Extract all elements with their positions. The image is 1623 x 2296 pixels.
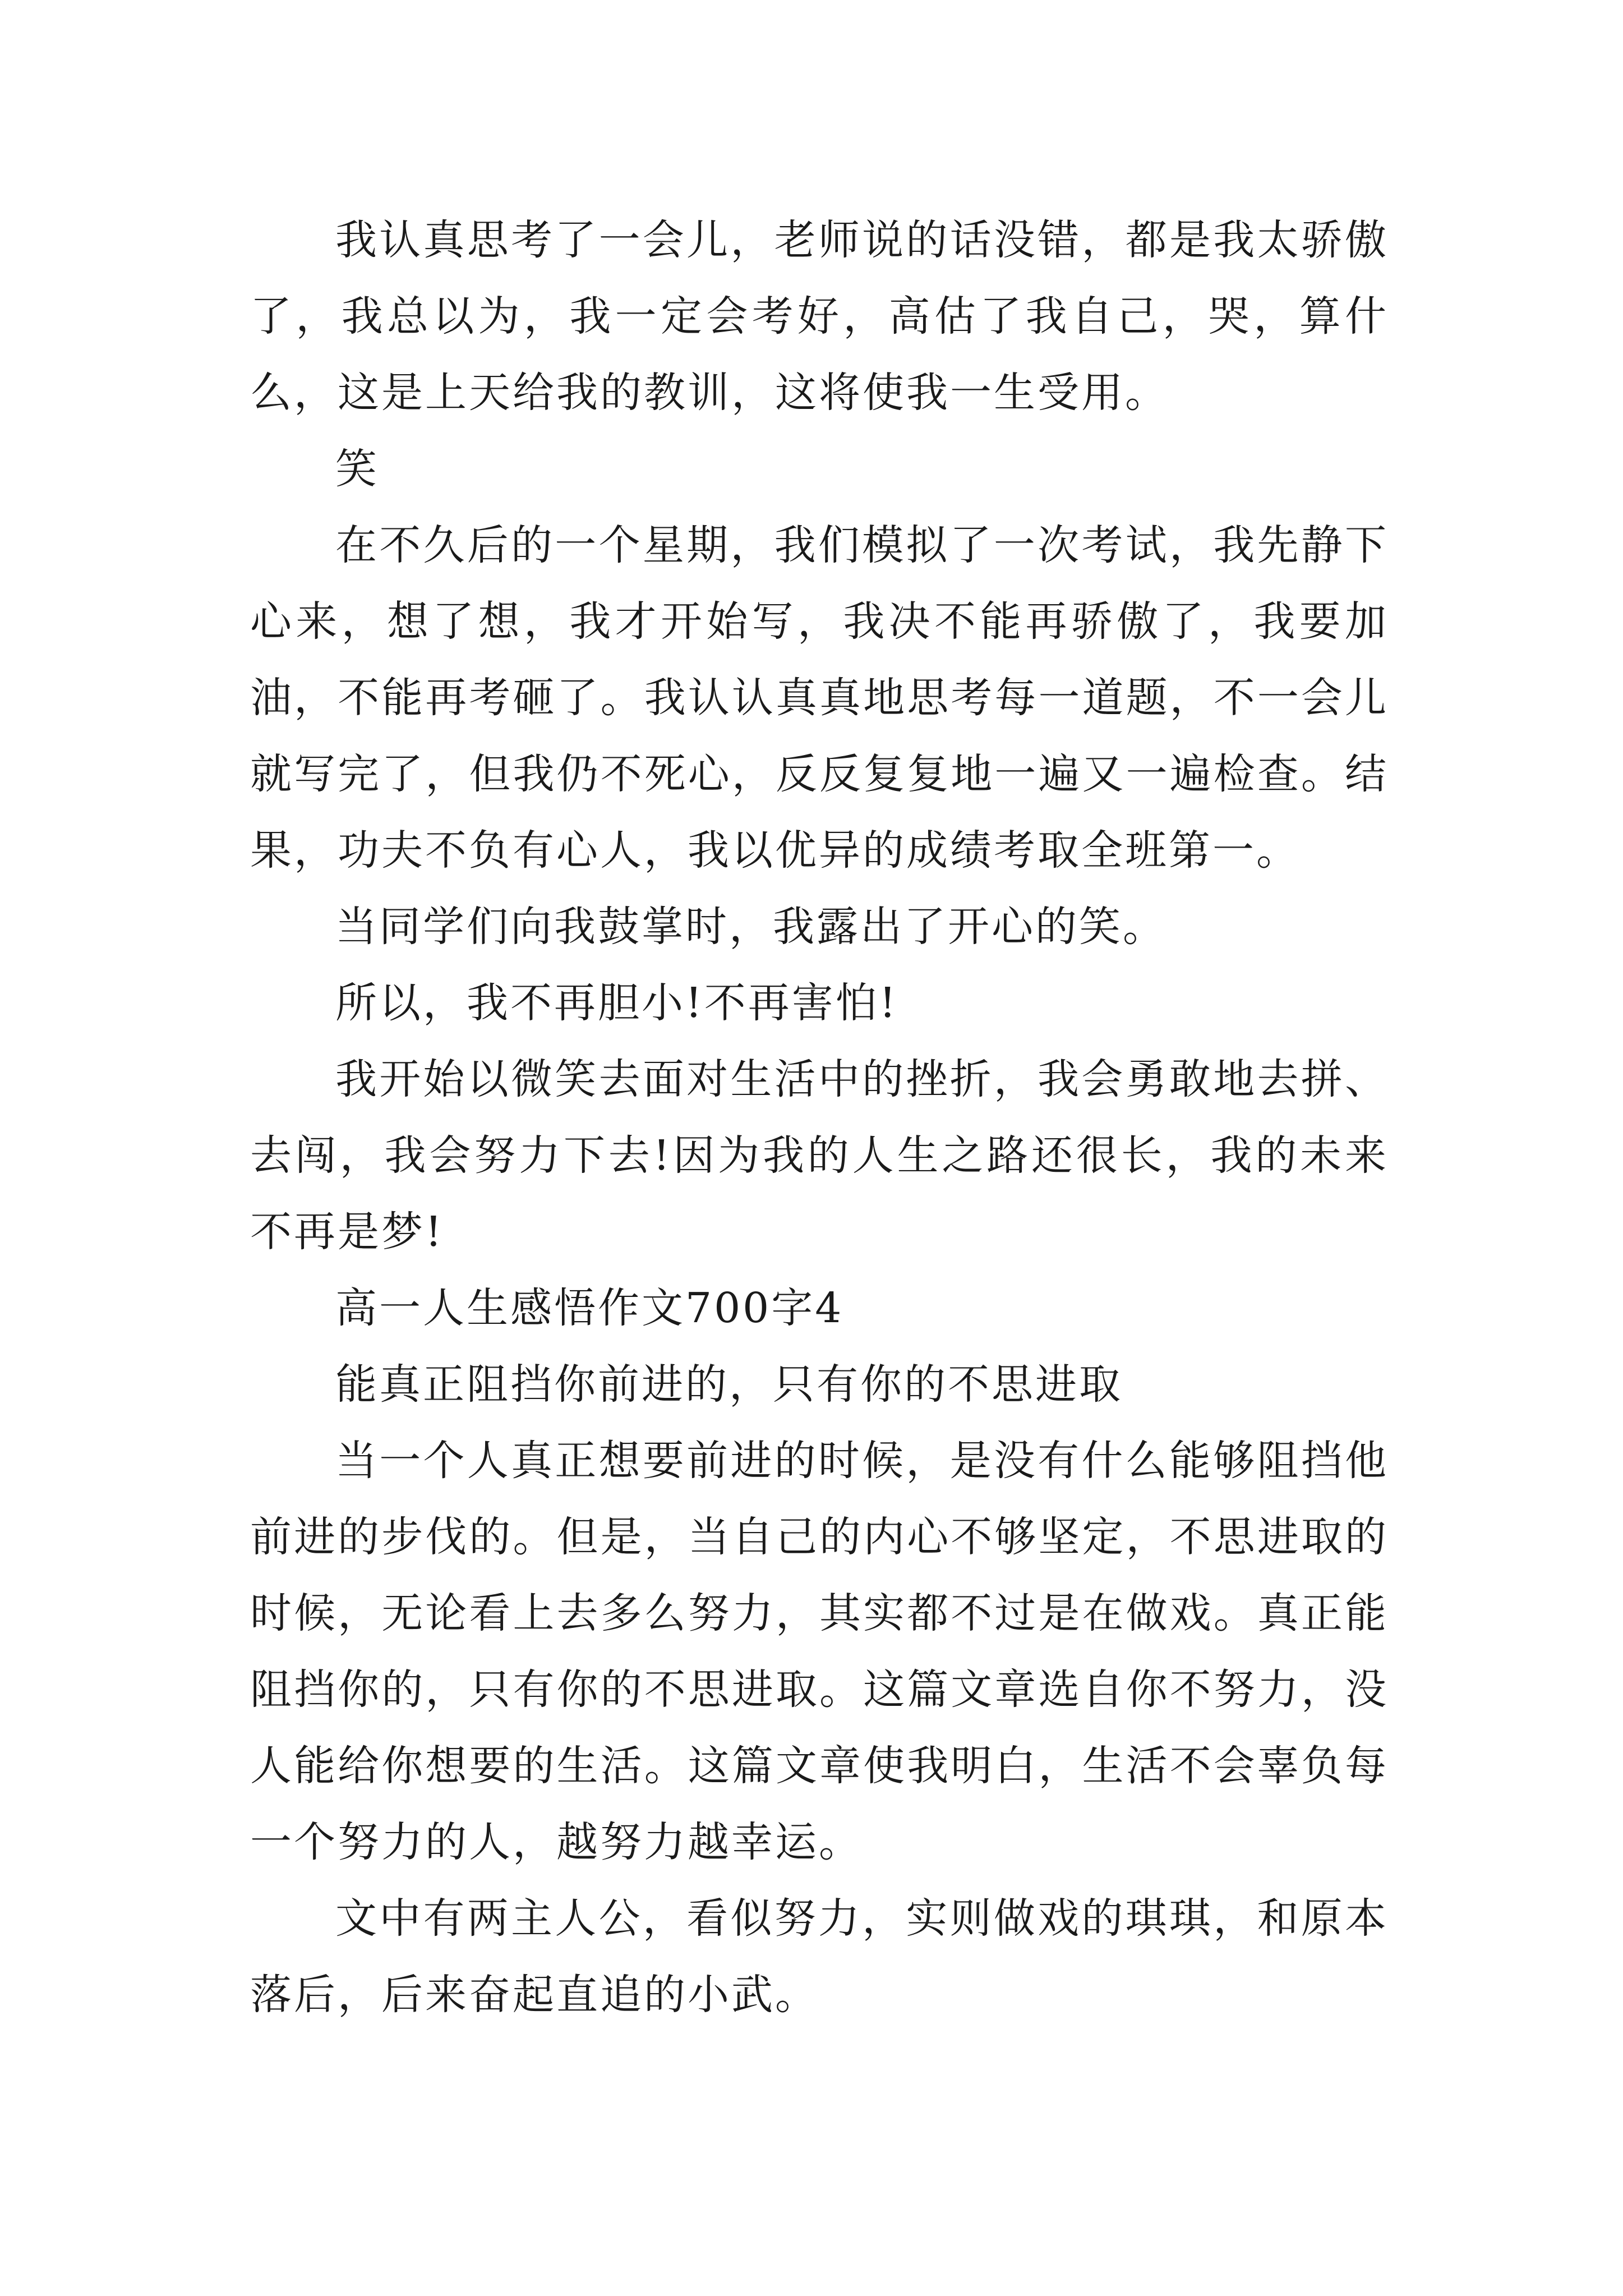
paragraph-reflection: 我认真思考了一会儿，老师说的话没错，都是我太骄傲了，我总以为，我一定会考好，高估了我自己，哭，算什么，这是上天给我的教训，这将使我一生受用。 [250, 216, 1389, 417]
essay-title: 高一人生感悟作文700字4 [335, 1284, 844, 1332]
document-body [250, 202, 1389, 2033]
section-heading-smile: 笑 [335, 445, 379, 493]
essay-subtitle: 能真正阻挡你前进的，只有你的不思进取 [335, 1360, 1123, 1409]
paragraph-mock-exam: 在不久后的一个星期，我们模拟了一次考试，我先静下心来，想了想，我才开始写，我决不能再骄傲了，我要加油，不能再考砸了。我认认真真地思考每一道题，不一会儿就写完了，但我仍不死心，反反复复地一遍又一遍检查。结果，功夫不负有心人，我以优异的成绩考取全班第一。 [250, 521, 1389, 875]
paragraph-protagonists: 文中有两主人公，看似努力，实则做戏的琪琪，和原本落后，后来奋起直追的小武。 [250, 1894, 1389, 2019]
paragraph-applause: 当同学们向我鼓掌时，我露出了开心的笑。 [335, 903, 1166, 951]
paragraph-no-fear: 所以，我不再胆小!不再害怕! [335, 979, 898, 1027]
paragraph-face-setbacks: 我开始以微笑去面对生活中的挫折，我会勇敢地去拼、去闯，我会努力下去!因为我的人生之路还很长，我的未来不再是梦! [250, 1055, 1389, 1256]
paragraph-progress: 当一个人真正想要前进的时候，是没有什么能够阻挡他前进的步伐的。但是，当自己的内心不够坚定，不思进取的时候，无论看上去多么努力，其实都不过是在做戏。真正能阻挡你的，只有你的不思进取。这篇文章选自你不努力，没人能给你想要的生活。这篇文章使我明白，生活不会辜负每一个努力的人，越努力越幸运。 [250, 1437, 1389, 1866]
